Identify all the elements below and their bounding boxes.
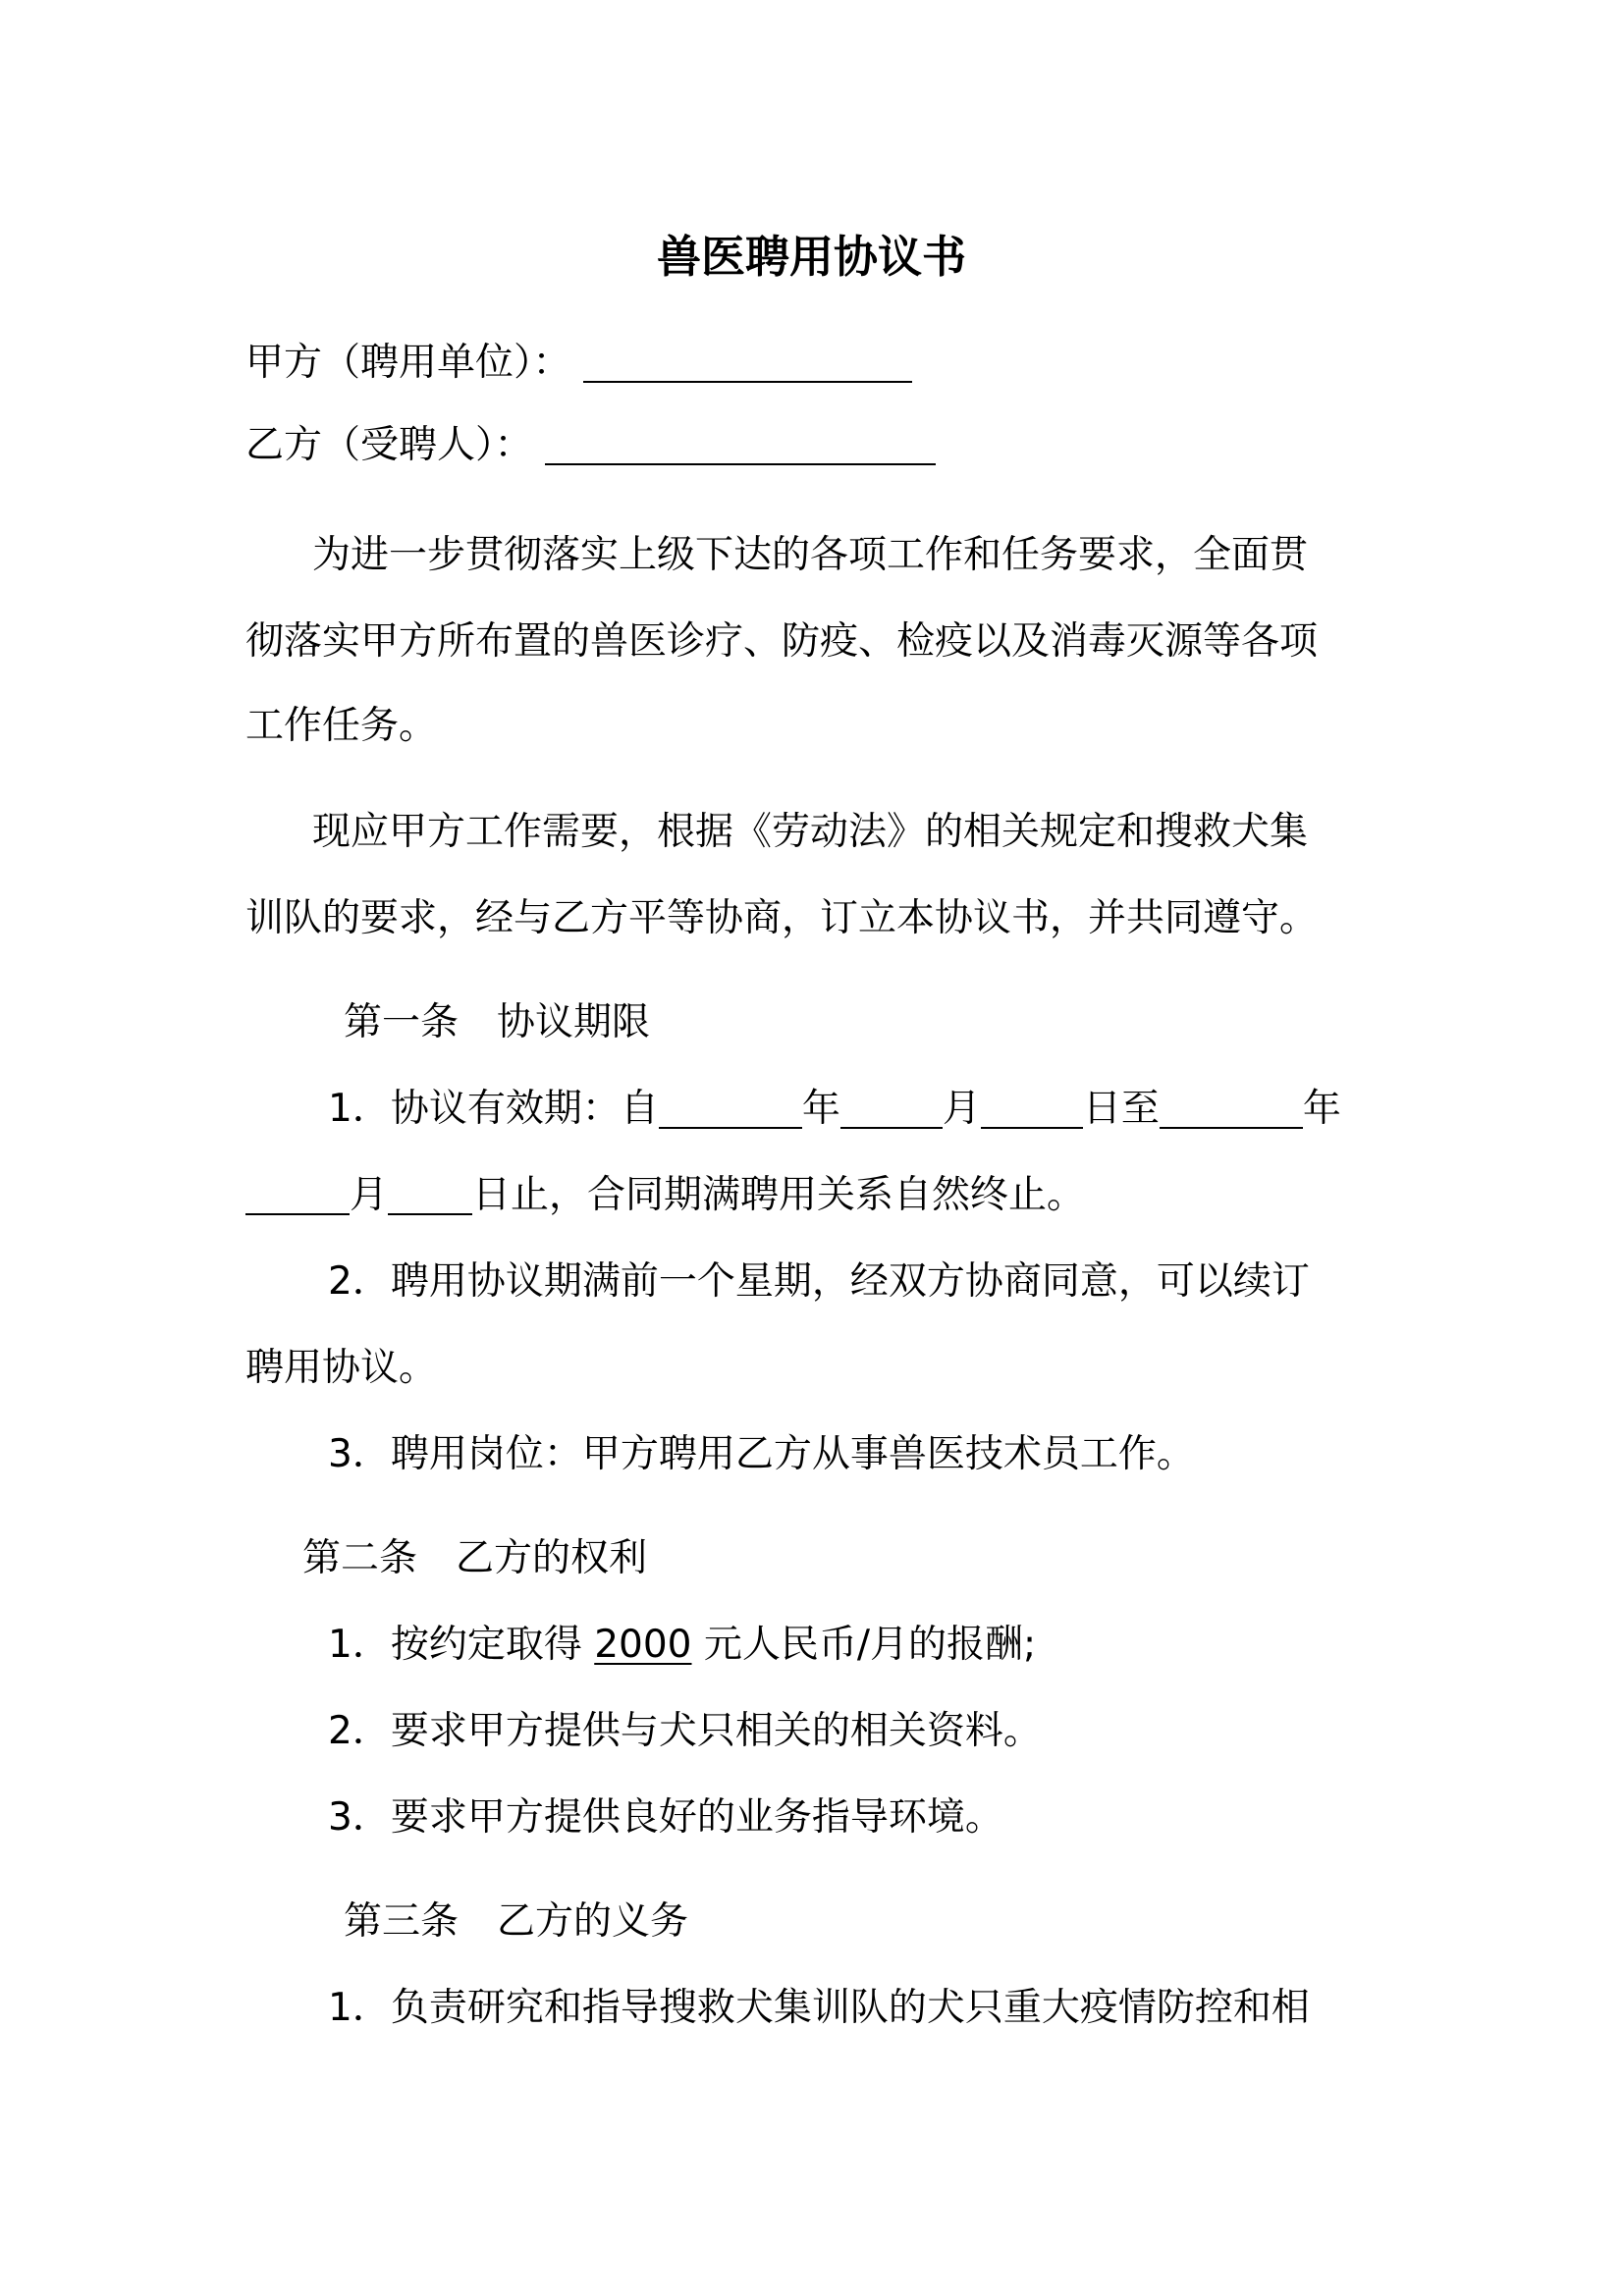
end-day-blank[interactable] (388, 1178, 472, 1215)
start-month-label: 月 (942, 1087, 981, 1131)
party-b-label: 乙方（受聘人）： (245, 423, 533, 467)
article1-item3: 3．聘用岗位：甲方聘用乙方从事兽医技术员工作。 (328, 1432, 1195, 1476)
article1-item2-line2: 聘用协议。 (245, 1346, 438, 1390)
article2-heading: 第二条 乙方的权利 (302, 1536, 648, 1580)
party-a-line (245, 338, 912, 389)
intro-p1-line2: 彻落实甲方所布置的兽医诊疗、防疫、检疫以及消毒灭源等各项 (245, 619, 1319, 664)
party-a-blank[interactable] (583, 346, 912, 383)
article1-item1-text-start: 1．协议有效期：自 (328, 1087, 659, 1131)
start-month-blank[interactable] (840, 1092, 943, 1129)
intro-p1-line3: 工作任务。 (245, 704, 438, 748)
intro-p1-line1: 为进一步贯彻落实上级下达的各项工作和任务要求，全面贯 (312, 533, 1309, 577)
article1-item1-line2 (245, 1170, 1085, 1221)
start-day-blank[interactable] (981, 1092, 1083, 1129)
intro-p2-line2: 训队的要求，经与乙方平等协商，订立本协议书，并共同遵守。 (245, 896, 1319, 940)
article3-item1-line1: 1．负责研究和指导搜救犬集训队的犬只重大疫情防控和相 (328, 1986, 1310, 2030)
start-day-label: 日至 (1082, 1087, 1160, 1131)
party-b-line (245, 420, 936, 471)
end-year-label: 年 (1302, 1087, 1341, 1131)
end-year-blank[interactable] (1160, 1092, 1303, 1129)
article2-item1-text-end: 元人民币/月的报酬; (703, 1623, 1037, 1667)
start-year-blank[interactable] (659, 1092, 802, 1129)
start-year-label: 年 (801, 1087, 840, 1131)
intro-p2-line1: 现应甲方工作需要，根据《劳动法》的相关规定和搜救犬集 (312, 810, 1309, 854)
salary-amount: 2000 (594, 1623, 692, 1667)
party-a-label: 甲方（聘用单位）： (245, 341, 571, 385)
article1-item1-line1 (328, 1084, 1341, 1135)
article2-item1 (328, 1620, 1036, 1671)
end-day-label: 日止，合同期满聘用关系自然终止。 (472, 1173, 1086, 1217)
article2-item2: 2．要求甲方提供与犬只相关的相关资料。 (328, 1709, 1042, 1753)
article1-item2-line1: 2．聘用协议期满前一个星期，经双方协商同意，可以续订 (328, 1259, 1310, 1304)
end-month-label: 月 (350, 1173, 389, 1217)
article3-heading: 第三条 乙方的义务 (344, 1899, 689, 1944)
end-month-blank[interactable] (245, 1178, 350, 1215)
article1-heading: 第一条 协议期限 (344, 1000, 651, 1044)
article2-item3: 3．要求甲方提供良好的业务指导环境。 (328, 1795, 1003, 1840)
party-b-blank[interactable] (545, 428, 936, 465)
document-title: 兽医聘用协议书 (656, 231, 966, 283)
article2-item1-text-start: 1．按约定取得 (328, 1623, 582, 1667)
